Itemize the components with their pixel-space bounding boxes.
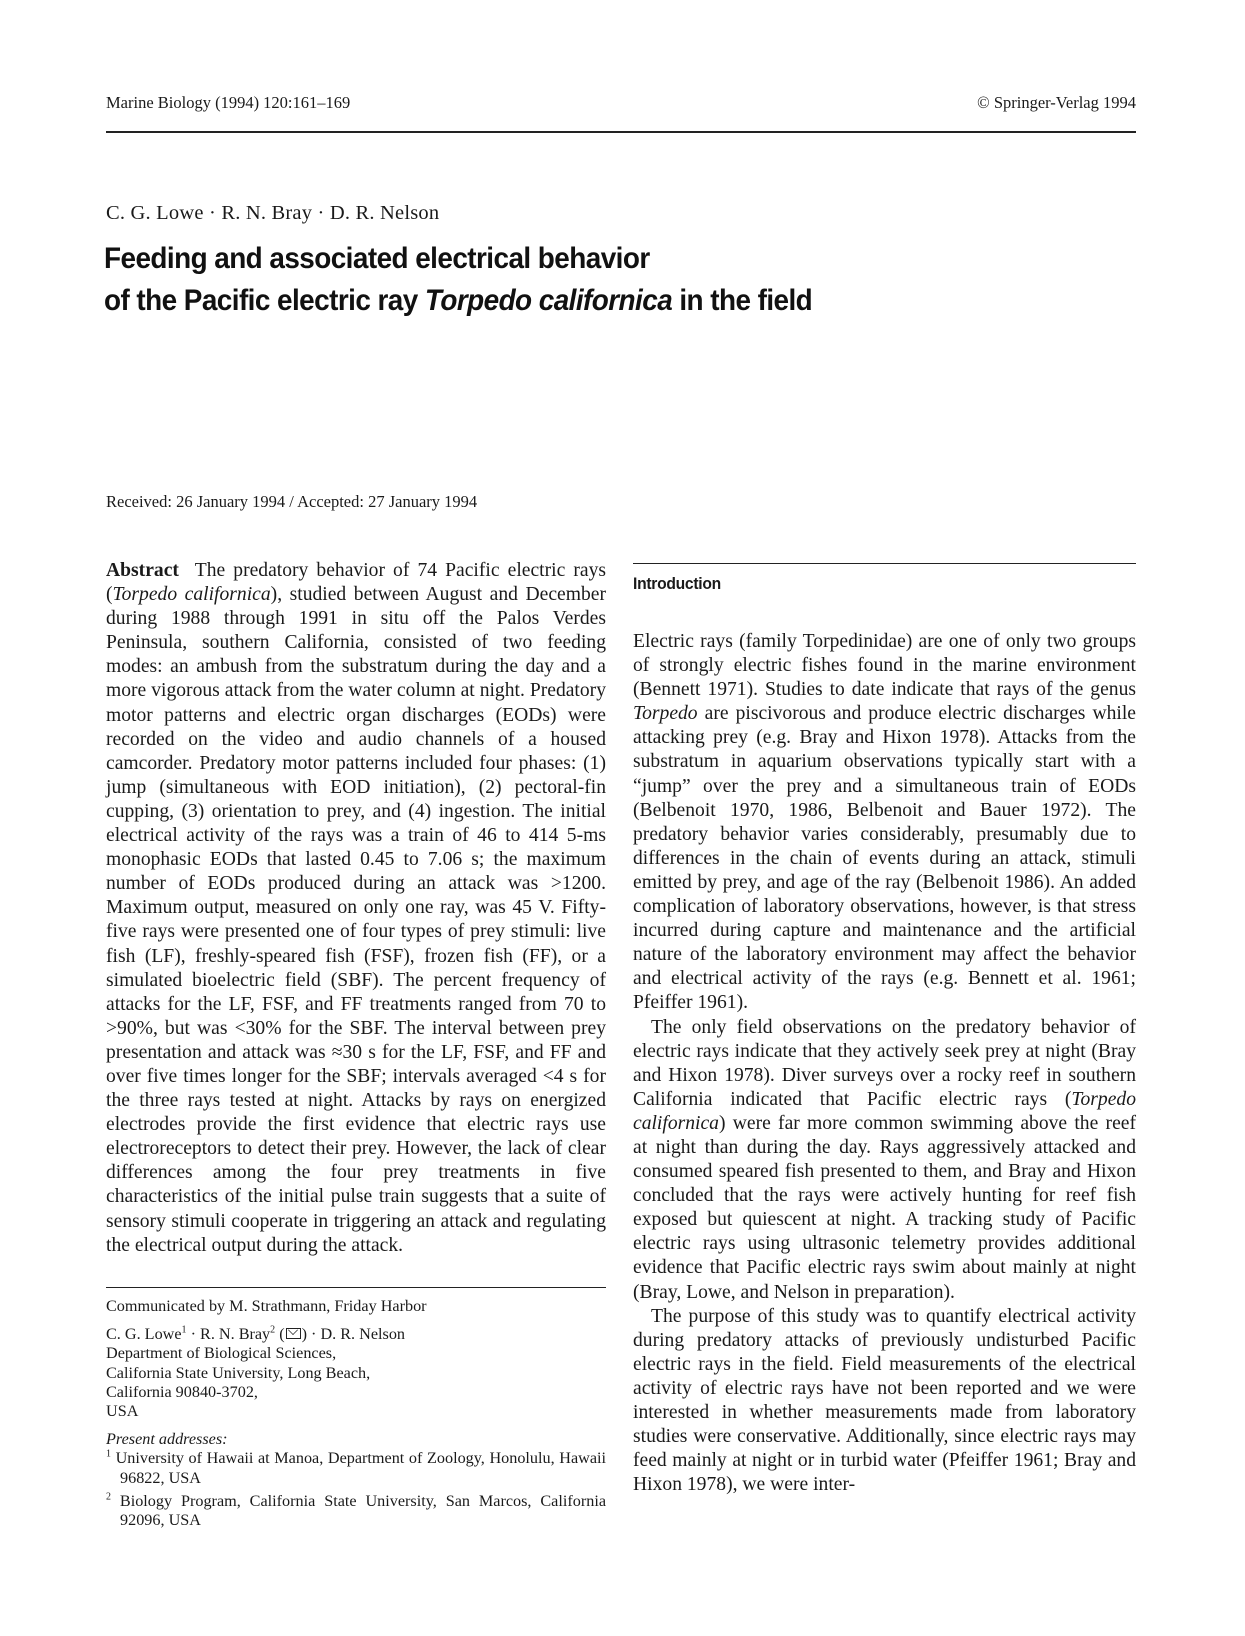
present-address-1 bbox=[106, 1449, 606, 1487]
communicated-by: Communicated by M. Strathmann, Friday Harbor bbox=[106, 1297, 427, 1315]
affiliation-authors: C. G. Lowe$^1$ · R. N. Bray$^2$ ( ) · D. R. Nelson bbox=[106, 1324, 406, 1344]
title-line-2-end: in the field bbox=[672, 284, 813, 317]
present-addresses-label bbox=[106, 1430, 606, 1449]
present-address-2 bbox=[106, 1492, 606, 1530]
address-line: Department of Biological Sciences, bbox=[106, 1344, 337, 1363]
note-2-number: 2 bbox=[106, 1491, 111, 1503]
present-addresses-text: Present addresses: bbox=[106, 1430, 228, 1449]
footnote-rule bbox=[106, 1287, 606, 1288]
author-list: C. G. Lowe · R. N. Bray · D. R. Nelson bbox=[106, 202, 440, 224]
copyright-notice: © Springer-Verlag 1994 bbox=[977, 93, 1136, 112]
abstract-label: Abstract bbox=[106, 560, 179, 581]
introduction-heading: Introduction bbox=[633, 574, 721, 593]
title-line-2-start: of the Pacific electric ray bbox=[104, 284, 425, 317]
intro-paragraph-3: The purpose of this study was to quantify electrical activity during predatory attacks of previously undisturbed Pacific electric rays in the field. Field measurements of the electrical activity of electric rays have not been reported and we were interested in whether measurements made from laboratory studies were conservative. Additionally, since electric rays may feed mainly at night or in turbid water (Pfeiffer 1961; Bray and Hixon 1978), we were inter- bbox=[633, 1305, 1136, 1496]
abstract-paragraph bbox=[106, 559, 606, 1258]
intro-paragraph-2: The only field observations on the predatory behavior of electric rays indicate that they actively seek prey at night (Bray and Hixon 1978). Diver surveys over a rocky reef in southern California indicated that Pacific electric rays (Torpedo californica) were far more common swimming above the reef at night than during the day. Rays aggressively attacked and consumed speared fish presented to them, and Bray and Hixon concluded that the rays were actively hunting for reef fish exposed but quiescent at night. A tracking study of Pacific electric rays using ultrasonic telemetry provides additional evidence that Pacific electric rays swim about mainly at night (Bray, Lowe, and Nelson in preparation). bbox=[633, 1016, 1136, 1303]
footnotes-block bbox=[106, 1297, 606, 1530]
address-line: California State University, Long Beach, bbox=[106, 1363, 371, 1382]
envelope-icon bbox=[286, 1328, 301, 1339]
address-line: California 90840-3702, bbox=[106, 1382, 258, 1401]
author-lowe: C. G. Lowe bbox=[106, 1325, 182, 1344]
abstract-text: The predatory behavior of 74 Pacific electric rays (Torpedo californica), studied between August and December during 1988 through 1991 in situ off the Palos Verdes Peninsula, southern California, consisted of two feeding modes: an ambush from the substratum during the day and a more vigorous attack from the water column at night. Predatory motor patterns and electric organ discharges (EODs) were recorded on the video and audio channels of a housed camcorder. Predatory motor patterns included four phases: (1) jump (simultaneous with EOD initiation), (2) pectoral-fin cupping, (3) orientation to prey, and (4) ingestion. The initial electrical activity of the rays was a train of 46 to 414 5-ms monophasic EODs that lasted 0.45 to 7.06 s; the maximum number of EODs produced during an attack was >1200. Maximum output, measured on only one ray, was 45 V. Fifty-five rays were presented one of four types of prey stimuli: live fish (LF), freshly-speared fish (FSF), frozen fish (FF), or a simulated bioelectric field (SBF). The percent frequency of attacks for the LF, FSF, and FF treatments ranged from 70 to >90%, but was <30% for the SBF. The interval between prey presentation and attack was ≈30 s for the LF, FSF, and FF and over five times longer for the SBF; intervals averaged <4 s for the three rays tested at night. Attacks by rays on energized electrodes provide the first evidence that electric rays use electroreceptors to detect their prey. However, the lack of clear differences among the four prey treatments in five characteristics of the initial pulse train suggests that a suite of sensory stimuli cooperate in triggering an attack and regulating the electrical output during the attack. bbox=[106, 560, 606, 1256]
author-bray-note: 2 bbox=[270, 1324, 276, 1336]
intro-paragraph-1: Electric rays (family Torpedinidae) are one of only two groups of strongly electric fishes found in the marine environment (Bennett 1971). Studies to date indicate that rays of the genus Torpedo are piscivorous and produce electric discharges while attacking prey (e.g. Bray and Hixon 1978). Attacks from the substratum in aquarium observations typically start with a “jump” over the prey and a simultaneous train of EODs (Belbenoit 1970, 1986, Belbenoit and Bauer 1972). The predatory behavior varies considerably, presumably due to differences in the chain of events during an attack, stimuli emitted by prey, and age of the ray (Belbenoit 1986). An added complication of laboratory observations, however, is that stress incurred during capture and maintenance and the artificial nature of the laboratory environment may affect the behavior and electrical activity of the rays (e.g. Bennett et al. 1961; Pfeiffer 1961). bbox=[633, 631, 1136, 1014]
section-rule bbox=[633, 563, 1136, 564]
abstract-block bbox=[106, 559, 606, 1258]
title-line-1: Feeding and associated electrical behavior bbox=[104, 242, 650, 275]
author-lowe-note: 1 bbox=[181, 1324, 187, 1336]
note-1-number: 1 bbox=[106, 1449, 111, 1461]
running-head bbox=[106, 93, 1136, 113]
introduction-body bbox=[633, 630, 1136, 1497]
address-line: USA bbox=[106, 1402, 139, 1421]
title-line-2 bbox=[104, 280, 1071, 322]
title-species-name: Torpedo californica bbox=[424, 284, 673, 317]
note-1-text: University of Hawaii at Manoa, Department of Zoology, Honolulu, Hawaii 96822, USA bbox=[115, 1449, 606, 1487]
article-title bbox=[104, 238, 1071, 322]
header-rule bbox=[106, 131, 1136, 133]
note-2-text: Biology Program, California State University, San Marcos, California 92096, USA bbox=[119, 1491, 606, 1530]
journal-citation: Marine Biology (1994) 120:161–169 bbox=[106, 93, 351, 112]
author-bray: · R. N. Bray bbox=[186, 1325, 271, 1344]
author-nelson: · D. R. Nelson bbox=[306, 1325, 406, 1344]
received-dates: Received: 26 January 1994 / Accepted: 27 January 1994 bbox=[106, 492, 478, 511]
